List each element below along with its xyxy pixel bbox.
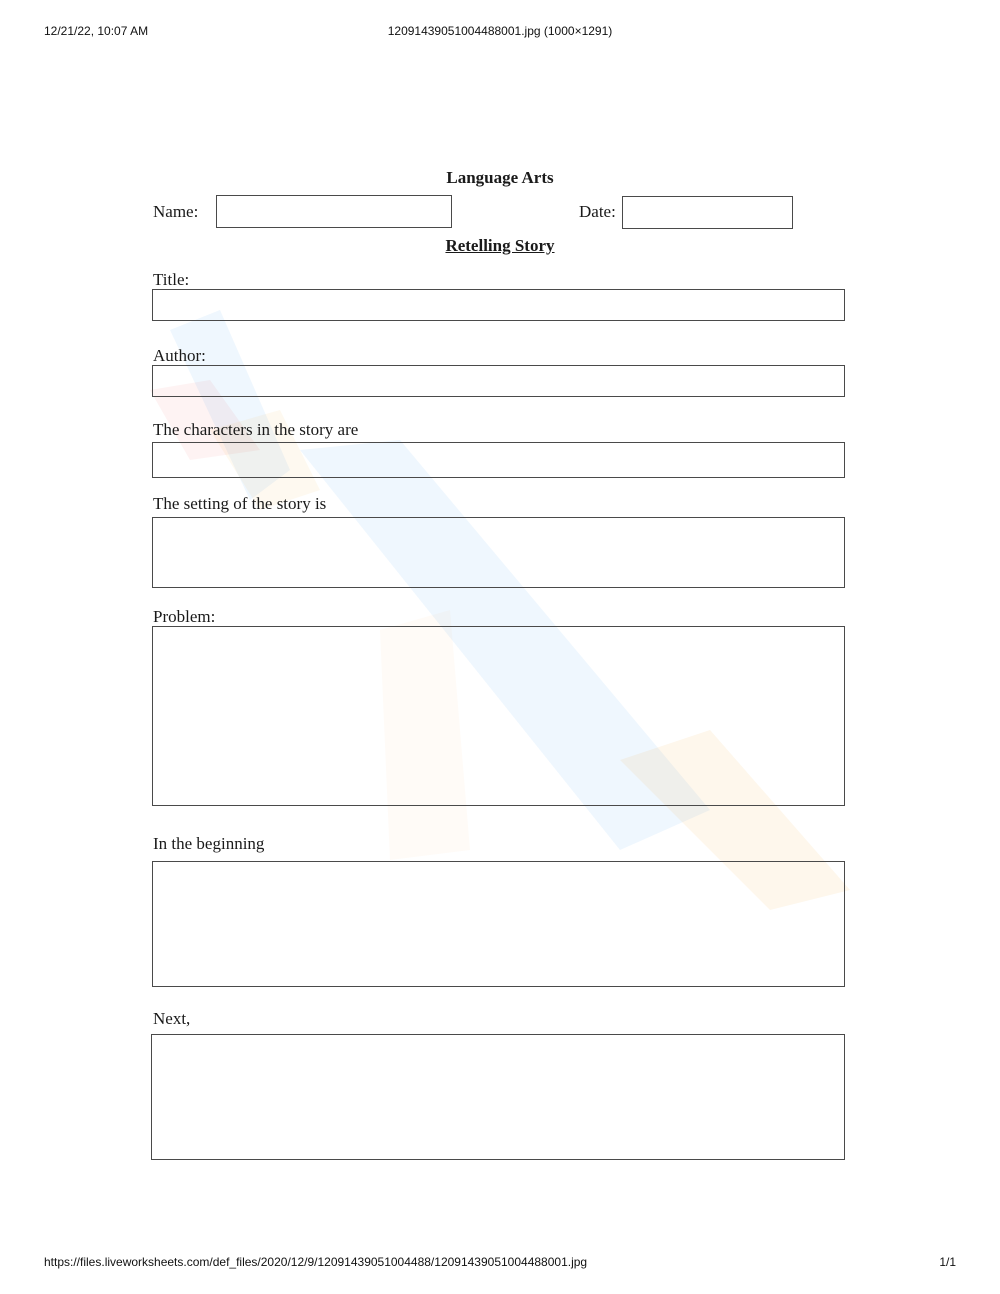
problem-field[interactable] [152,626,845,806]
name-field[interactable] [216,195,452,228]
problem-label: Problem: [153,607,216,626]
author-label: Author: [153,346,206,365]
setting-field[interactable] [152,517,845,588]
print-page-number: 1/1 [939,1255,956,1269]
author-field[interactable] [152,365,845,397]
beginning-label: In the beginning [153,834,265,853]
title-field[interactable] [152,289,845,321]
worksheet-title: Language Arts [446,168,554,187]
next-label: Next, [153,1009,191,1028]
beginning-field[interactable] [152,861,845,987]
next-field[interactable] [151,1034,845,1160]
characters-field[interactable] [152,442,845,478]
name-label: Name: [153,202,199,221]
date-label: Date: [579,202,616,221]
characters-label: The characters in the story are [153,420,359,439]
title-label: Title: [153,270,190,289]
date-field[interactable] [622,196,793,229]
worksheet-subtitle: Retelling Story [445,236,555,255]
print-url: https://files.liveworksheets.com/def_files/2020/12/9/12091439051004488/12091439051004488001.jpg [44,1255,588,1269]
print-file-title: 12091439051004488001.jpg (1000×1291) [387,24,613,38]
setting-label: The setting of the story is [153,494,327,513]
print-datetime: 12/21/22, 10:07 AM [44,24,149,38]
